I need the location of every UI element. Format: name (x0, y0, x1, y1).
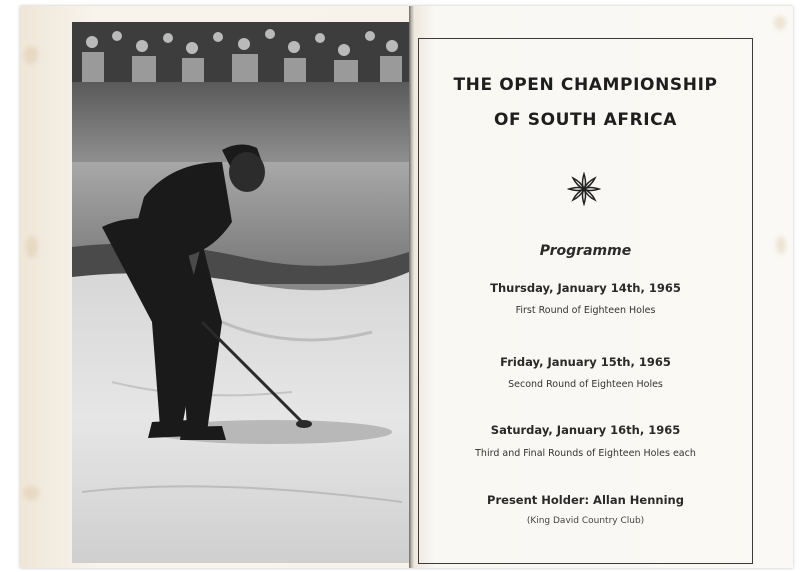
programme-heading: Programme (539, 243, 632, 259)
title-line-2: OF SOUTH AFRICA (493, 110, 678, 130)
round-3-event: Third and Final Rounds of Eighteen Holes each (475, 448, 696, 459)
round-1-event: First Round of Eighteen Holes (515, 305, 656, 316)
present-holder: Present Holder: Allan Henning (487, 493, 684, 507)
round-3-date: Saturday, January 16th, 1965 (490, 423, 681, 437)
holder-club: (King David Country Club) (526, 516, 645, 526)
golfer-bunker-photo (72, 22, 409, 563)
round-2-event: Second Round of Eighteen Holes (508, 379, 663, 390)
title-line-1: THE OPEN CHAMPIONSHIP (453, 75, 718, 95)
book-gutter (409, 6, 414, 568)
round-2-date: Friday, January 15th, 1965 (500, 355, 671, 369)
round-1-date: Thursday, January 14th, 1965 (490, 281, 681, 295)
flower-ornament-icon (567, 172, 601, 206)
